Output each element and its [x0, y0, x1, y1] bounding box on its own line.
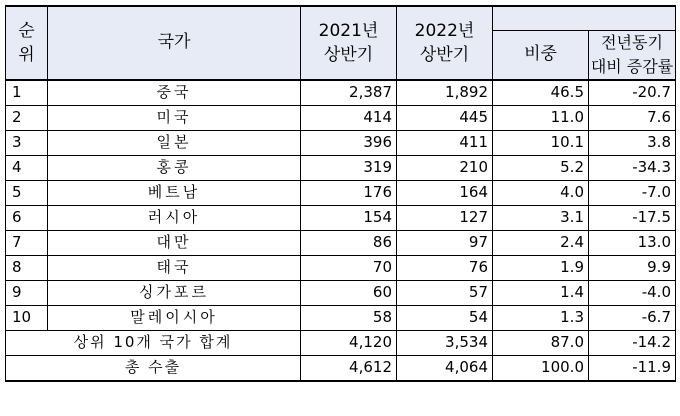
table-row	[6, 305, 676, 330]
country-cell: 중국	[48, 80, 301, 106]
yoy-cell: -20.7	[589, 80, 676, 106]
table-body	[6, 80, 676, 381]
table-row	[6, 280, 676, 305]
country-cell: 태국	[48, 255, 301, 280]
value-2021-cell: 86	[301, 230, 397, 255]
value-2022-cell: 411	[397, 130, 493, 155]
share-cell: 2.4	[493, 230, 589, 255]
header-yoy	[589, 30, 676, 80]
value-2021-cell: 396	[301, 130, 397, 155]
table-row	[6, 105, 676, 130]
yoy-cell: 7.6	[589, 105, 676, 130]
header-2021-half: 상반기	[323, 44, 374, 65]
rank-cell: 3	[6, 130, 48, 155]
value-2021-cell: 176	[301, 180, 397, 205]
share-cell: 3.1	[493, 205, 589, 230]
table-row	[6, 205, 676, 230]
value-2022-cell: 4,064	[397, 355, 493, 381]
value-2021-cell: 414	[301, 105, 397, 130]
table-row	[6, 255, 676, 280]
country-cell: 싱가포르	[48, 280, 301, 305]
rank-cell: 1	[6, 80, 48, 106]
value-2022-cell: 3,534	[397, 330, 493, 355]
table-header	[6, 6, 676, 80]
value-2021-cell: 154	[301, 205, 397, 230]
table-row	[6, 230, 676, 255]
header-share: 비중	[493, 30, 589, 80]
export-by-country-table	[5, 5, 676, 382]
value-2021-cell: 319	[301, 155, 397, 180]
table-row	[6, 155, 676, 180]
top10-total-label: 상위 10개 국가 합계	[6, 330, 301, 355]
country-cell: 홍콩	[48, 155, 301, 180]
value-2021-cell: 60	[301, 280, 397, 305]
rank-cell: 6	[6, 205, 48, 230]
yoy-cell: -6.7	[589, 305, 676, 330]
country-cell: 일본	[48, 130, 301, 155]
yoy-cell: -34.3	[589, 155, 676, 180]
rank-cell: 7	[6, 230, 48, 255]
header-2022-year: 2022년	[414, 20, 475, 41]
value-2022-cell: 57	[397, 280, 493, 305]
header-yoy-line2: 대비 증감률	[590, 56, 674, 76]
yoy-cell: -17.5	[589, 205, 676, 230]
share-cell: 1.4	[493, 280, 589, 305]
value-2022-cell: 76	[397, 255, 493, 280]
header-rank-line1: 순	[18, 20, 35, 41]
value-2021-cell: 70	[301, 255, 397, 280]
value-2022-cell: 210	[397, 155, 493, 180]
value-2022-cell: 54	[397, 305, 493, 330]
share-cell: 11.0	[493, 105, 589, 130]
country-cell: 말레이시아	[48, 305, 301, 330]
yoy-cell: -11.9	[589, 355, 676, 381]
table-row	[6, 180, 676, 205]
share-cell: 1.3	[493, 305, 589, 330]
header-rank-line2: 위	[18, 44, 35, 65]
header-2021-year: 2021년	[318, 20, 379, 41]
header-blank-span	[493, 6, 676, 30]
header-rank	[6, 6, 48, 80]
table-row	[6, 130, 676, 155]
yoy-cell: -14.2	[589, 330, 676, 355]
value-2021-cell: 4,612	[301, 355, 397, 381]
yoy-cell: -7.0	[589, 180, 676, 205]
rank-cell: 10	[6, 305, 48, 330]
share-cell: 10.1	[493, 130, 589, 155]
share-cell: 87.0	[493, 330, 589, 355]
value-2022-cell: 445	[397, 105, 493, 130]
header-2022-h1	[397, 6, 493, 80]
total-exports-row	[6, 355, 676, 381]
yoy-cell: 13.0	[589, 230, 676, 255]
share-cell: 46.5	[493, 80, 589, 106]
header-2022-half: 상반기	[419, 44, 470, 65]
rank-cell: 8	[6, 255, 48, 280]
header-yoy-line1: 전년동기	[601, 32, 663, 52]
value-2021-cell: 2,387	[301, 80, 397, 106]
value-2022-cell: 127	[397, 205, 493, 230]
rank-cell: 5	[6, 180, 48, 205]
yoy-cell: 3.8	[589, 130, 676, 155]
value-2022-cell: 97	[397, 230, 493, 255]
rank-cell: 4	[6, 155, 48, 180]
value-2022-cell: 1,892	[397, 80, 493, 106]
value-2022-cell: 164	[397, 180, 493, 205]
value-2021-cell: 4,120	[301, 330, 397, 355]
top10-total-row	[6, 330, 676, 355]
total-exports-label: 총 수출	[6, 355, 301, 381]
rank-cell: 9	[6, 280, 48, 305]
yoy-cell: 9.9	[589, 255, 676, 280]
country-cell: 대만	[48, 230, 301, 255]
share-cell: 5.2	[493, 155, 589, 180]
export-table-container	[5, 5, 676, 382]
yoy-cell: -4.0	[589, 280, 676, 305]
header-country: 국가	[48, 6, 301, 80]
value-2021-cell: 58	[301, 305, 397, 330]
table-row	[6, 80, 676, 106]
share-cell: 100.0	[493, 355, 589, 381]
country-cell: 베트남	[48, 180, 301, 205]
country-cell: 미국	[48, 105, 301, 130]
share-cell: 1.9	[493, 255, 589, 280]
rank-cell: 2	[6, 105, 48, 130]
share-cell: 4.0	[493, 180, 589, 205]
header-2021-h1	[301, 6, 397, 80]
country-cell: 러시아	[48, 205, 301, 230]
